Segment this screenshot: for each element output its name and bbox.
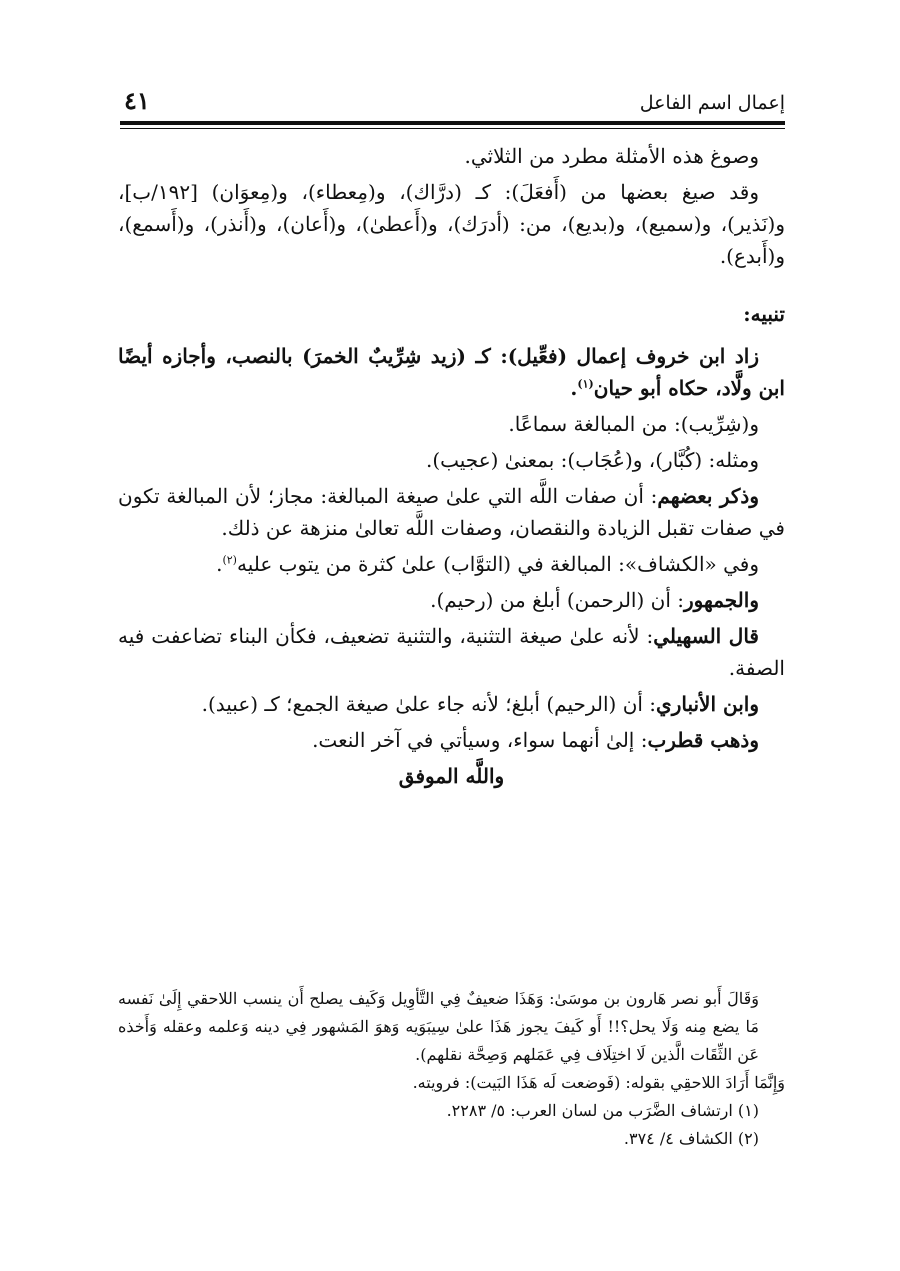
paragraph-text: زاد ابن خروف إعمال (فعِّيل): كـ (زيد شِرِّيبٌ الخمرَ) بالنصب، وأجازه أيضًا ابن ولَّاد، حكاه أبو حيان — [118, 344, 785, 400]
paragraph-text: : أن (الرحيم) أبلغ؛ لأنه جاء علىٰ صيغة الجمع؛ كـ (عبيد). — [201, 692, 657, 716]
paragraph-end: . — [570, 376, 578, 400]
paragraph-end: . — [216, 552, 223, 576]
running-header — [120, 86, 785, 122]
bold-lead: وذهب قطرب — [647, 728, 759, 752]
paragraph-text: وفي «الكشاف»: المبالغة في (التوَّاب) علىٰ كثرة من يتوب عليه — [236, 552, 759, 576]
paragraph — [118, 340, 785, 404]
paragraph: وصوغ هذه الأمثلة مطرد من الثلاثي. — [464, 144, 759, 168]
footnote-1: (١) ارتشاف الضَّرَب من لسان العرب: ٥/ ٢٢٨٣. — [446, 1101, 759, 1120]
bold-lead: قال السهيلي — [653, 624, 759, 648]
footnote-continuation: وَإِنَّمَا أَرَادَ اللاحقِي بقوله: (فَوضعت لَه هَذَا البَيت): فرويته. — [412, 1073, 785, 1092]
paragraph-text: : إلىٰ أنهما سواء، وسيأتي في آخر النعت. — [312, 728, 648, 752]
paragraph — [118, 584, 785, 616]
bold-lead: والجمهور — [684, 588, 759, 612]
footnotes — [118, 985, 785, 1153]
bold-lead: وابن الأنباري — [656, 692, 759, 716]
paragraph — [118, 724, 785, 756]
paragraph: و(شِرِّيب): من المبالغة سماعًا. — [508, 412, 759, 436]
section-heading: تنبيه: — [743, 302, 785, 326]
paragraph-text: : لأنه علىٰ صيغة التثنية، والتثنية تضعيف، فكأن البناء تضاعفت فيه الصفة. — [118, 624, 785, 680]
paragraph: ومثله: (كُبَّار)، و(عُجَاب): بمعنىٰ (عجيب). — [425, 448, 759, 472]
paragraph — [118, 620, 785, 684]
footnote-continuation: وَقَالَ أَبو نصر هَارون بن موسَىٰ: وَهَذَا ضعيفٌ فِي التَّأوِيل وَكَيف يصلح أَن ينسب اللاحقي إِلَىٰ نَفسه مَا يضع مِنه وَلَا يحل؟!! أَو كَيفَ يجوز هَذَا علىٰ سِيبَوَيه وَهوَ المَشهور فِي دينه وَعلمه وعقله وَأَخذه عَن الثِّقَات الَّذين لَا اختِلَاف فِي عَمَلهم وَصِحَّة نقلهم). — [118, 989, 759, 1064]
footnote-ref: (١) — [577, 377, 594, 391]
paragraph — [118, 480, 785, 544]
closing-line: واللَّه الموفق — [398, 764, 505, 788]
paragraph-text: : أن (الرحمن) أبلغ من (رحيم). — [430, 588, 684, 612]
main-text — [118, 140, 785, 792]
bold-lead: وذكر بعضهم — [657, 484, 759, 508]
header-rule-thin — [120, 128, 785, 129]
paragraph — [118, 688, 785, 720]
footnote-ref: (٢) — [222, 553, 237, 567]
page-number: ٤١ — [124, 86, 150, 115]
footnote-2: (٢) الكشاف ٤/ ٣٧٤. — [623, 1129, 759, 1148]
paragraph-text: : أن صفات اللَّه التي علىٰ صيغة المبالغة: مجاز؛ لأن المبالغة تكون في صفات تقبل الزيادة والنقصان، وصفات اللَّه تعالىٰ منزهة عن ذلك. — [118, 484, 785, 540]
paragraph: وقد صيغ بعضها من (أَفعَلَ): كـ (درَّاك)، و(مِعطاء)، و(مِعوَان) [١٩٢/ب]، و(نَذير)، و(سميع)، و(بديع)، من: (أدرَك)، و(أَعطىٰ)، و(أَعان)، و(أَنذر)، و(أَسمع)، و(أَبدع). — [118, 180, 785, 268]
paragraph — [118, 548, 785, 580]
header-rule-thick — [120, 121, 785, 125]
chapter-title: إعمال اسم الفاعل — [639, 92, 785, 114]
